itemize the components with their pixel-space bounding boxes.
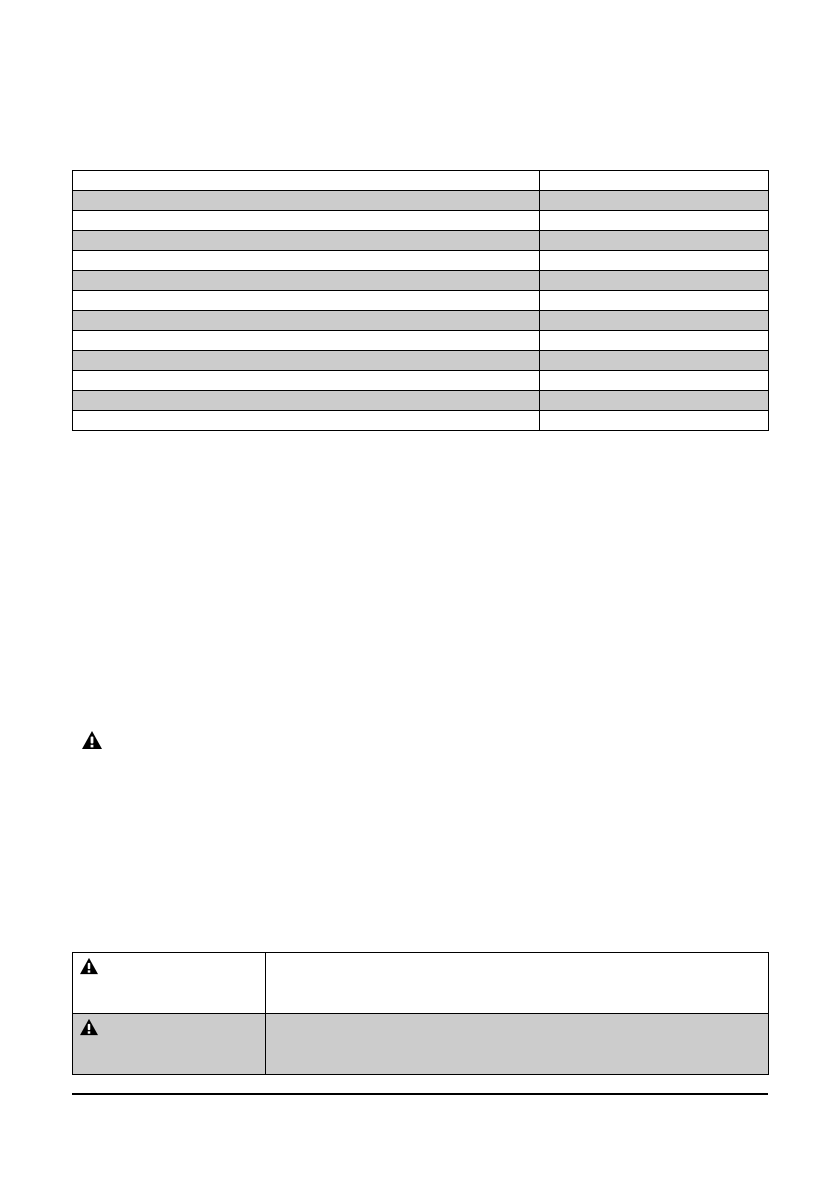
row-value — [540, 351, 769, 371]
row-value — [540, 331, 769, 351]
table-row — [73, 191, 769, 211]
row-value — [540, 211, 769, 231]
warning-triangle-icon — [79, 957, 99, 975]
row-value — [540, 251, 769, 271]
table-row — [73, 211, 769, 231]
row-label — [73, 311, 540, 331]
footer-rule — [72, 1093, 768, 1095]
row-label — [73, 371, 540, 391]
specification-table — [72, 170, 769, 431]
row-label — [73, 291, 540, 311]
row-value — [540, 411, 769, 431]
warning-triangle-icon — [79, 1018, 99, 1036]
table-row — [73, 391, 769, 411]
row-label — [73, 211, 540, 231]
table-row — [73, 953, 769, 1014]
table-row — [73, 371, 769, 391]
row-value — [540, 191, 769, 211]
row-label — [73, 231, 540, 251]
row-value — [540, 371, 769, 391]
row-value — [540, 171, 769, 191]
row-label — [73, 411, 540, 431]
table-row — [73, 231, 769, 251]
row-label — [73, 251, 540, 271]
hazard-legend-table — [72, 952, 769, 1075]
hazard-description — [266, 953, 769, 1014]
table-row — [73, 171, 769, 191]
row-label — [73, 351, 540, 371]
table-row — [73, 291, 769, 311]
table-row — [73, 271, 769, 291]
hazard-term-cell — [73, 953, 266, 1014]
row-label — [73, 271, 540, 291]
row-label — [73, 331, 540, 351]
row-label — [73, 191, 540, 211]
row-label — [73, 171, 540, 191]
row-value — [540, 391, 769, 411]
table-row — [73, 351, 769, 371]
table-row — [73, 251, 769, 271]
table-row — [73, 1014, 769, 1075]
hazard-description — [266, 1014, 769, 1075]
warning-triangle-icon — [81, 730, 103, 750]
hazard-term-cell — [73, 1014, 266, 1075]
table-row — [73, 331, 769, 351]
table-row — [73, 411, 769, 431]
row-value — [540, 231, 769, 251]
row-label — [73, 391, 540, 411]
row-value — [540, 291, 769, 311]
row-value — [540, 271, 769, 291]
table-row — [73, 311, 769, 331]
row-value — [540, 311, 769, 331]
